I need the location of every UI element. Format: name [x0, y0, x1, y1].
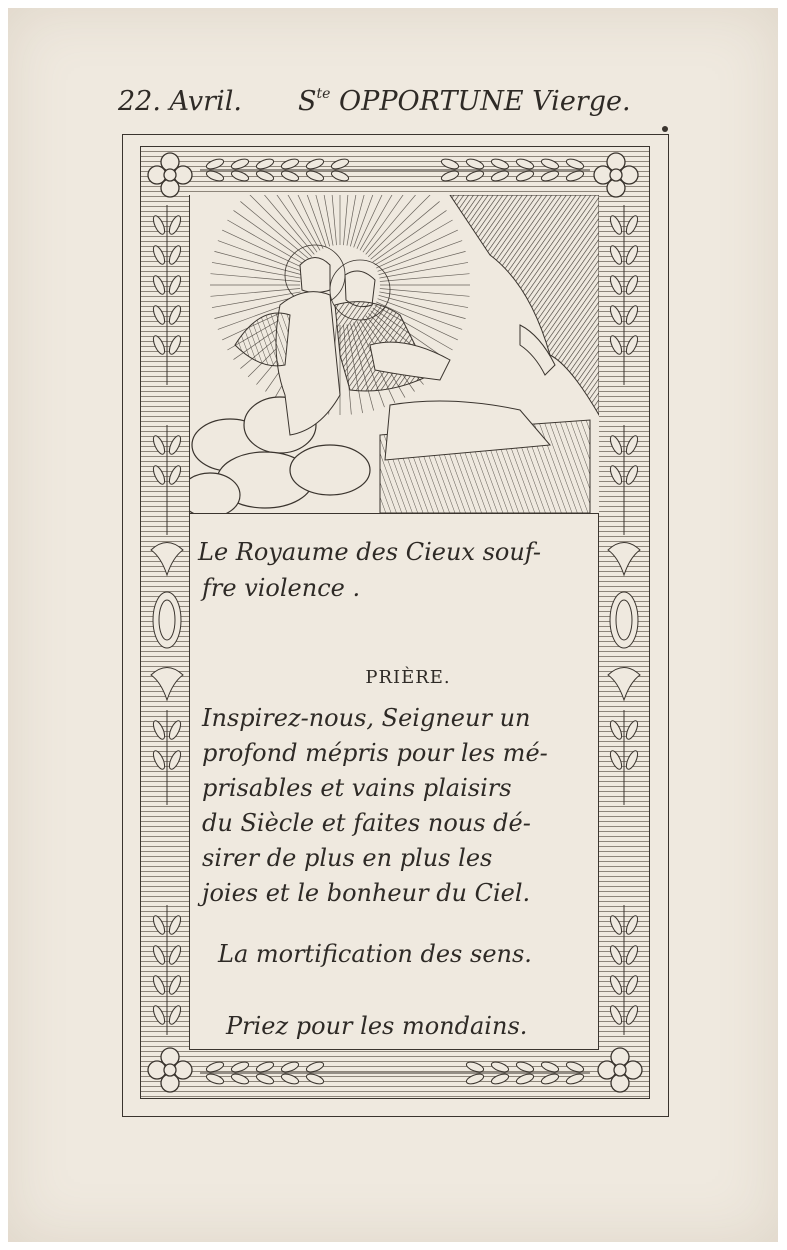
rosette-icon	[591, 150, 641, 200]
laurel-garland-icon	[143, 205, 191, 1045]
feast-date: 22. Avril.	[118, 86, 242, 117]
ink-dot	[662, 126, 668, 132]
prayer-title: PRIÈRE.	[365, 667, 451, 688]
rosette-icon	[145, 150, 195, 200]
saint-abbrev: S	[298, 86, 317, 117]
rosette-icon	[145, 1045, 195, 1095]
prayer-line: joies et le bonheur du Ciel.	[202, 879, 531, 907]
prayer-line: du Siècle et faites nous dé-	[202, 809, 531, 837]
prayer-line: prisables et vains plaisirs	[202, 774, 512, 802]
prayer-line: profond mépris pour les mé-	[202, 739, 548, 767]
motto-line-2: fre violence .	[202, 574, 361, 602]
intention-line: Priez pour les mondains.	[226, 1012, 528, 1040]
motto-line-1: Le Royaume des Cieux souf-	[198, 538, 541, 566]
saint-abbrev-sup: te	[316, 86, 331, 102]
page-heading	[118, 86, 678, 126]
rosette-icon	[595, 1045, 645, 1095]
laurel-garland-icon	[600, 205, 648, 1045]
text-panel	[198, 530, 598, 1050]
laurel-garland-icon	[200, 1055, 590, 1091]
engraved-vignette	[190, 195, 599, 514]
laurel-garland-icon	[200, 152, 590, 188]
prayer-line: Inspirez-nous, Seigneur un	[202, 704, 531, 732]
virtue-line: La mortification des sens.	[218, 940, 532, 968]
apparition-illustration	[190, 195, 599, 513]
prayer-line: sirer de plus en plus les	[202, 844, 493, 872]
saint-name: OPPORTUNE Vierge.	[339, 86, 631, 117]
saint-title	[298, 86, 631, 117]
